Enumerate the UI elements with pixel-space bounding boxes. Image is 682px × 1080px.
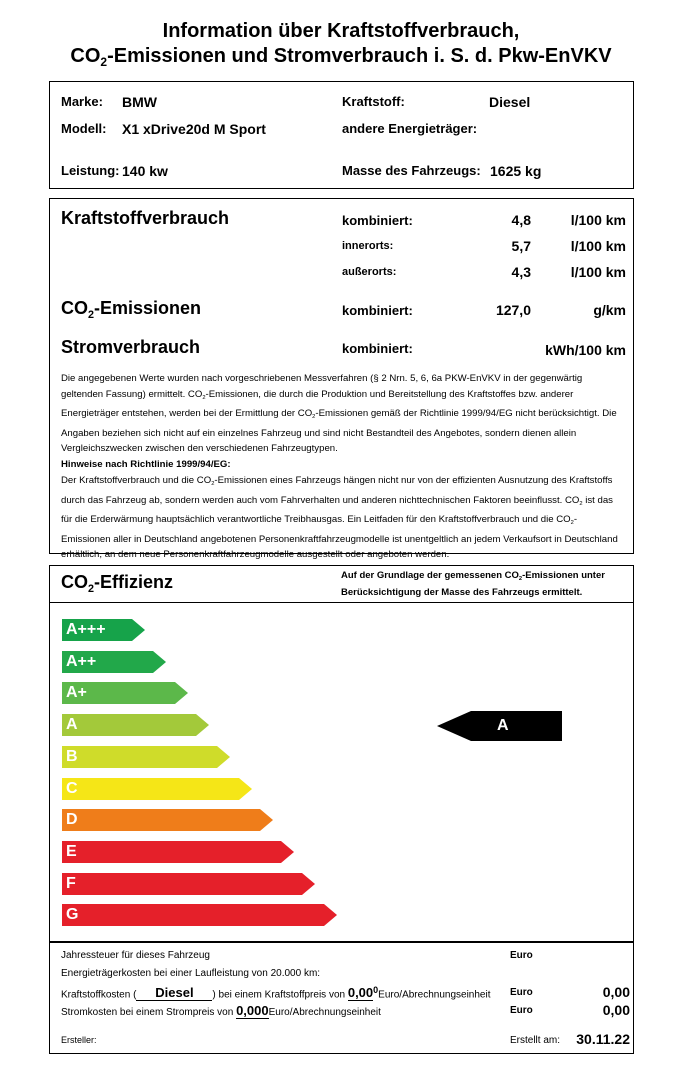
co2-unit: g/km: [593, 302, 626, 318]
masse-label: Masse des Fahrzeugs:: [342, 163, 481, 178]
jahressteuer-label: Jahressteuer für dieses Fahrzeug: [61, 950, 210, 961]
legal-paragraph-2: Der Kraftstoffverbrauch und die $CO_2$-Emissionen eines Fahrzeugs hängen nicht nur von der effizienten Ausnutzung des Kraftstoffs durch das Fahrzeug ab, sondern werden auch vom Fahrverhalten und anderen nichttechnischen Faktoren beeinflusst. $CO_2$ ist das für die Erderwärmung hauptsächlich verantwortliche Treibhausgas. Ein Leitfaden für den Kraftstoffverbrauch und die $CO_2$-Emissionen aller in Deutschland angebotenen Personenkraftfahrzeugmodelle ist unentgeltlich an jedem Verkaufsort in Deutschland erhältlich, an dem neue Personenkraftfahrzeugmodelle ausgestellt oder angeboten werden.: [61, 475, 618, 561]
efficiency-class-aplusplusplus: [62, 619, 145, 641]
efficiency-class-a: [62, 714, 209, 736]
co2-effizienz-heading: $CO_2$-Effizienz: [61, 572, 174, 595]
innerorts-unit: l/100 km: [570, 238, 626, 254]
efficiency-class-arrow-tip: [175, 682, 188, 704]
efficiency-class-label: A+++: [62, 619, 132, 641]
leistung-value: 140 kw: [122, 163, 168, 179]
erstellt-am-value: 30.11.22: [576, 1031, 630, 1047]
jahressteuer-currency: Euro: [510, 950, 533, 961]
title-line-2: $CO_2$-Emissionen und Stromverbrauch i. S. d. Pkw-EnVKV: [70, 45, 612, 70]
efficiency-note: Auf der Grundlage der gemessenen $CO_2$-Emissionen unter Berücksichtigung der Masse des Fahrzeugs ermittelt.: [341, 570, 605, 598]
efficiency-class-c: [62, 778, 252, 800]
ausserorts-label: außerorts:: [342, 266, 397, 278]
kraftstoffkosten-row: Kraftstoffkosten ( Diesel ) bei einem Kraftstoffpreis von 0,00$^0$Euro/Abrechnungseinheit: [61, 985, 491, 1001]
efficiency-class-label: E: [62, 841, 281, 863]
andere-energietraeger-label: andere Energieträger:: [342, 121, 478, 136]
ausserorts-value: 4,3: [511, 264, 531, 280]
marke-value: BMW: [122, 94, 157, 110]
efficiency-indicator: [437, 711, 562, 741]
stromkosten-currency: Euro: [510, 1005, 533, 1016]
efficiency-class-label: B: [62, 746, 217, 768]
efficiency-class-label: C: [62, 778, 239, 800]
efficiency-class-f: [62, 873, 315, 895]
hint-heading: Hinweise nach Richtlinie 1999/94/EG:: [61, 459, 231, 470]
innerorts-label: innerorts:: [342, 240, 394, 252]
co2-emissionen-heading: $CO_2$-Emissionen: [61, 298, 202, 321]
efficiency-class-arrow-tip: [260, 809, 273, 831]
stromkosten-row: Stromkosten bei einem Strompreis von 0,000Euro/Abrechnungseinheit: [61, 1003, 381, 1018]
kraftstoffkosten-total: 0,00: [602, 984, 630, 1000]
efficiency-class-e: [62, 841, 294, 863]
co2-kombiniert-label: kombiniert:: [342, 303, 413, 318]
efficiency-class-d: [62, 809, 273, 831]
erstellt-am-label: Erstellt am:: [510, 1035, 561, 1046]
masse-value: 1625 kg: [490, 163, 542, 179]
efficiency-divider: [49, 602, 634, 603]
efficiency-class-arrow-tip: [196, 714, 209, 736]
kombiniert-value: 4,8: [511, 212, 531, 228]
efficiency-class-aplusplus: [62, 651, 166, 673]
kraftstoffpreis-value: 0,00: [347, 985, 374, 1001]
leistung-label: Leistung:: [61, 163, 120, 178]
efficiency-class-arrow-tip: [324, 904, 337, 926]
indicator-arrow-tip: [437, 711, 471, 741]
efficiency-class-arrow-tip: [132, 619, 145, 641]
marke-label: Marke:: [61, 94, 103, 109]
efficiency-class-label: A++: [62, 651, 153, 673]
efficiency-class-aplus: [62, 682, 188, 704]
strom-kombiniert-label: kombiniert:: [342, 341, 413, 356]
kraftstoff-value: Diesel: [489, 94, 531, 110]
kraftstoff-label: Kraftstoff:: [342, 94, 405, 109]
efficiency-class-label: A+: [62, 682, 175, 704]
efficiency-class-b: [62, 746, 230, 768]
efficiency-class-arrow-tip: [302, 873, 315, 895]
ausserorts-unit: l/100 km: [570, 264, 626, 280]
efficiency-class-arrow-tip: [281, 841, 294, 863]
efficiency-class-arrow-tip: [217, 746, 230, 768]
modell-label: Modell:: [61, 121, 107, 136]
stromkosten-total: 0,00: [602, 1002, 630, 1018]
efficiency-class-label: A: [62, 714, 196, 736]
innerorts-value: 5,7: [511, 238, 531, 254]
strompreis-value: 0,000: [236, 1003, 269, 1018]
legal-paragraph-1: Die angegebenen Werte wurden nach vorgeschriebenen Messverfahren (§ 2 Nrn. 5, 6, 6a PKW-EnVKV in der gegenwärtig geltenden Fassung) ermittelt. $CO_2$-Emissionen, die durch die Produktion und Bereitstellung des Kraftstoffes bzw. anderer Energieträger entstehen, werden bei der Ermittlung der $CO_2$-Emissionen gemäß der Richtlinie 1999/94/EG nicht berücksichtigt. Die Angaben beziehen sich nicht auf ein einzelnes Fahrzeug und sind nicht Bestandteil des Angebotes, sondern dienen allein Vergleichszwecken zwischen den verschiedenen Fahrzeugtypen.: [61, 373, 617, 455]
efficiency-class-label: F: [62, 873, 302, 895]
efficiency-class-g: [62, 904, 337, 926]
title-line-1: Information über Kraftstoffverbrauch,: [162, 20, 520, 42]
co2-value: 127,0: [495, 302, 531, 318]
indicator-label: A: [471, 711, 562, 741]
ersteller-label: Ersteller:: [61, 1035, 97, 1045]
kombiniert-label: kombiniert:: [342, 213, 413, 228]
energiekosten-label: Energieträgerkosten bei einer Laufleistung von 20.000 km:: [61, 968, 321, 979]
strom-unit: kWh/100 km: [545, 342, 626, 358]
kraftstoffverbrauch-heading: Kraftstoffverbrauch: [61, 208, 230, 228]
efficiency-class-label: G: [62, 904, 324, 926]
stromverbrauch-heading: Stromverbrauch: [61, 337, 201, 357]
efficiency-class-arrow-tip: [153, 651, 166, 673]
kraftstoffkosten-fuel: Diesel: [136, 985, 212, 1001]
efficiency-class-arrow-tip: [239, 778, 252, 800]
efficiency-class-label: D: [62, 809, 260, 831]
kombiniert-unit: l/100 km: [570, 212, 626, 228]
kraftstoffkosten-currency: Euro: [510, 987, 533, 998]
modell-value: X1 xDrive20d M Sport: [122, 121, 266, 137]
